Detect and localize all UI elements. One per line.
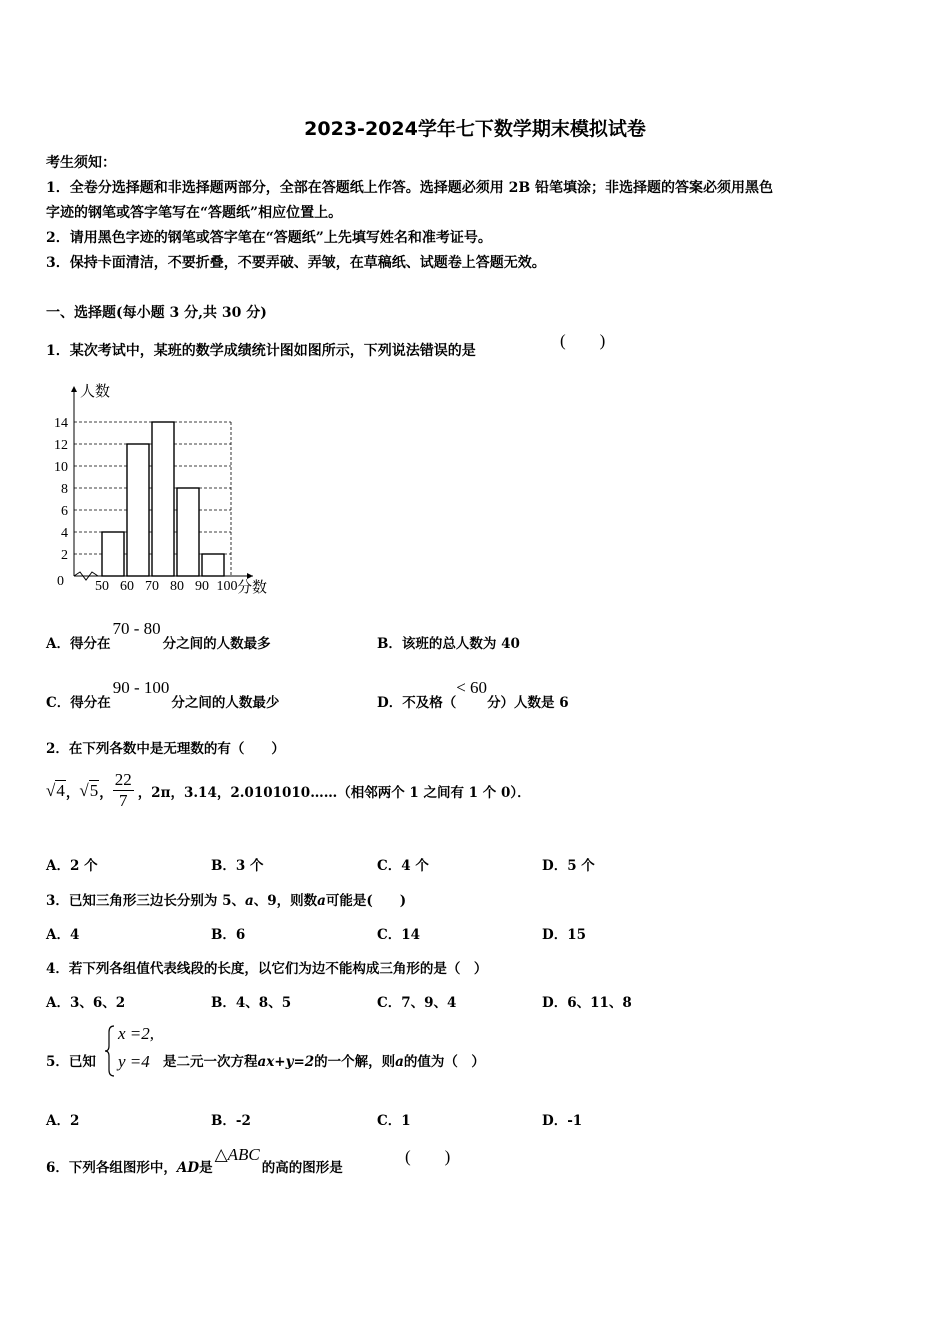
notice-line-1a: 1．全卷分选择题和非选择题两部分，全部在答题纸上作答。选择题必须用 2B 铅笔填涂；非选择题的答案必须用黑色 bbox=[46, 180, 774, 196]
q4-option-a: A．3、6、2 bbox=[46, 995, 126, 1011]
q4-option-c: C．7、9、4 bbox=[377, 995, 457, 1011]
q1-option-a-prefix: A．得分在 bbox=[46, 636, 111, 652]
q4-option-b: B．4、8、5 bbox=[211, 995, 292, 1011]
q1-option-a-suffix: 分之间的人数最多 bbox=[162, 636, 271, 652]
histogram-bar-90-100 bbox=[202, 554, 224, 576]
histogram-chart bbox=[46, 378, 296, 600]
y-tick-label-4: 4 bbox=[61, 526, 68, 541]
q5-stem-mid: 是二元一次方程 bbox=[163, 1054, 258, 1070]
y-tick-label-14: 14 bbox=[54, 416, 68, 431]
histogram-bar-50-60 bbox=[102, 532, 124, 576]
q1-option-c-prefix: C．得分在 bbox=[46, 695, 111, 711]
q6-stem-post: 的高的图形是 bbox=[261, 1160, 343, 1176]
q2-option-a: A．2 个 bbox=[46, 858, 98, 874]
q6-stem bbox=[46, 1145, 343, 1177]
q1-option-b: B．该班的总人数为 40 bbox=[377, 636, 520, 652]
x-tick-label-100: 100 bbox=[216, 579, 238, 594]
x-tick-label-90: 90 bbox=[195, 579, 209, 594]
q1-option-d-math: < 60 bbox=[456, 678, 488, 697]
y-tick-label-2: 2 bbox=[61, 548, 68, 563]
q3-option-a: A．4 bbox=[46, 927, 80, 943]
q3-stem-mid: 、9，则数 bbox=[253, 893, 318, 909]
y-axis-label: 人数 bbox=[80, 384, 111, 400]
q1-option-c-math: 90 - 100 bbox=[112, 678, 170, 697]
q2-option-b: B．3 个 bbox=[211, 858, 264, 874]
x-axis-arrow bbox=[247, 573, 253, 579]
q5-option-d: D．-1 bbox=[542, 1113, 583, 1129]
q5-option-b: B．-2 bbox=[211, 1113, 251, 1129]
q3-option-b: B．6 bbox=[211, 927, 246, 943]
q1-option-c bbox=[46, 678, 280, 712]
q6-ad: AD bbox=[176, 1160, 200, 1176]
q1-paren: ( ) bbox=[560, 331, 606, 350]
q5-equation-text: ax+y=2 bbox=[257, 1054, 315, 1070]
histogram-bar-80-90 bbox=[177, 488, 199, 576]
x-tick-label-70: 70 bbox=[145, 579, 159, 594]
q6-triangle: △ABC bbox=[214, 1145, 260, 1164]
q1-option-c-suffix: 分之间的人数最少 bbox=[171, 695, 280, 711]
q3-var-a-2: a bbox=[317, 893, 326, 909]
q1-option-d bbox=[377, 678, 569, 712]
q6-stem-pre: 6．下列各组图形中， bbox=[46, 1160, 177, 1176]
q1-option-a-math: 70 - 80 bbox=[112, 619, 161, 638]
fraction-22-7: $\frac{22}{7}$ bbox=[114, 770, 132, 810]
q2-separator-2: ， bbox=[99, 784, 113, 801]
histogram-bar-60-70 bbox=[127, 444, 149, 576]
page-title: 2023-2024学年七下数学期末模拟试卷 bbox=[304, 118, 646, 140]
notice-line-1b: 字迹的钢笔或答字笔写在“答题纸”相应位置上。 bbox=[46, 205, 343, 221]
y-axis-arrow bbox=[71, 386, 77, 392]
q2-rest: ，2π，3.14，2.0101010……（相邻两个 1 之间有 1 个 0）． bbox=[137, 784, 531, 801]
q3-stem bbox=[46, 889, 406, 909]
q4-option-d: D．6、11、8 bbox=[542, 995, 632, 1011]
histogram-bar-70-80 bbox=[152, 422, 174, 576]
x-tick-label-50: 50 bbox=[95, 579, 109, 594]
left-brace bbox=[104, 1024, 116, 1078]
q4-stem: 4．若下列各组值代表线段的长度，以它们为边不能构成三角形的是（ ） bbox=[46, 961, 488, 977]
q1-option-d-suffix: 分）人数是 6 bbox=[487, 695, 569, 711]
q2-option-c: C．4 个 bbox=[377, 858, 429, 874]
q1-option-d-prefix: D．不及格（ bbox=[377, 695, 457, 711]
q5-option-c: C．1 bbox=[377, 1113, 411, 1129]
q3-option-c: C．14 bbox=[377, 927, 421, 943]
x-tick-label-80: 80 bbox=[170, 579, 184, 594]
origin-label: 0 bbox=[57, 574, 64, 589]
q1-option-a bbox=[46, 619, 271, 653]
q2-number-list bbox=[46, 770, 531, 811]
q5-var-a: a bbox=[395, 1054, 404, 1070]
q5-stem-post: 的值为（ ） bbox=[403, 1054, 485, 1070]
y-tick-label-6: 6 bbox=[61, 504, 68, 519]
q1-stem: 1．某次考试中，某班的数学成绩统计图如图所示，下列说法错误的是 bbox=[46, 343, 476, 359]
q6-paren: ( ) bbox=[405, 1147, 451, 1166]
q5-equation-1: x =2, bbox=[118, 1024, 155, 1043]
x-tick-label-60: 60 bbox=[120, 579, 134, 594]
q3-var-a: a bbox=[245, 893, 254, 909]
notice-heading: 考生须知： bbox=[46, 155, 116, 171]
q5-equation-2: y =4 bbox=[118, 1052, 150, 1071]
sqrt-5: √5 bbox=[79, 780, 99, 800]
y-tick-label-8: 8 bbox=[61, 482, 68, 497]
q3-stem-pre: 3．已知三角形三边长分别为 5、 bbox=[46, 893, 245, 909]
sqrt-4: √4 bbox=[46, 780, 65, 800]
notice-line-2: 2．请用黑色字迹的钢笔或答字笔在“答题纸”上先填写姓名和准考证号。 bbox=[46, 230, 492, 246]
q5-stem-rest bbox=[163, 1050, 485, 1070]
q6-stem-mid: 是 bbox=[199, 1160, 213, 1176]
q5-stem-pre: 5．已知 bbox=[46, 1054, 96, 1070]
section-heading: 一、选择题(每小题 3 分,共 30 分) bbox=[46, 305, 267, 321]
y-tick-label-10: 10 bbox=[54, 460, 68, 475]
q5-option-a: A．2 bbox=[46, 1113, 80, 1129]
q5-stem-mid2: 的一个解，则 bbox=[314, 1054, 396, 1070]
q3-stem-post: 可能是( ) bbox=[325, 893, 407, 909]
y-tick-label-12: 12 bbox=[54, 438, 68, 453]
q3-option-d: D．15 bbox=[542, 927, 586, 943]
x-axis-label: 分数 bbox=[237, 580, 268, 596]
q2-stem: 2．在下列各数中是无理数的有（ ） bbox=[46, 741, 285, 757]
notice-line-3: 3．保持卡面清洁，不要折叠，不要弄破、弄皱，在草稿纸、试题卷上答题无效。 bbox=[46, 255, 546, 271]
q2-option-d: D．5 个 bbox=[542, 858, 595, 874]
q2-separator-1: ， bbox=[65, 784, 80, 801]
